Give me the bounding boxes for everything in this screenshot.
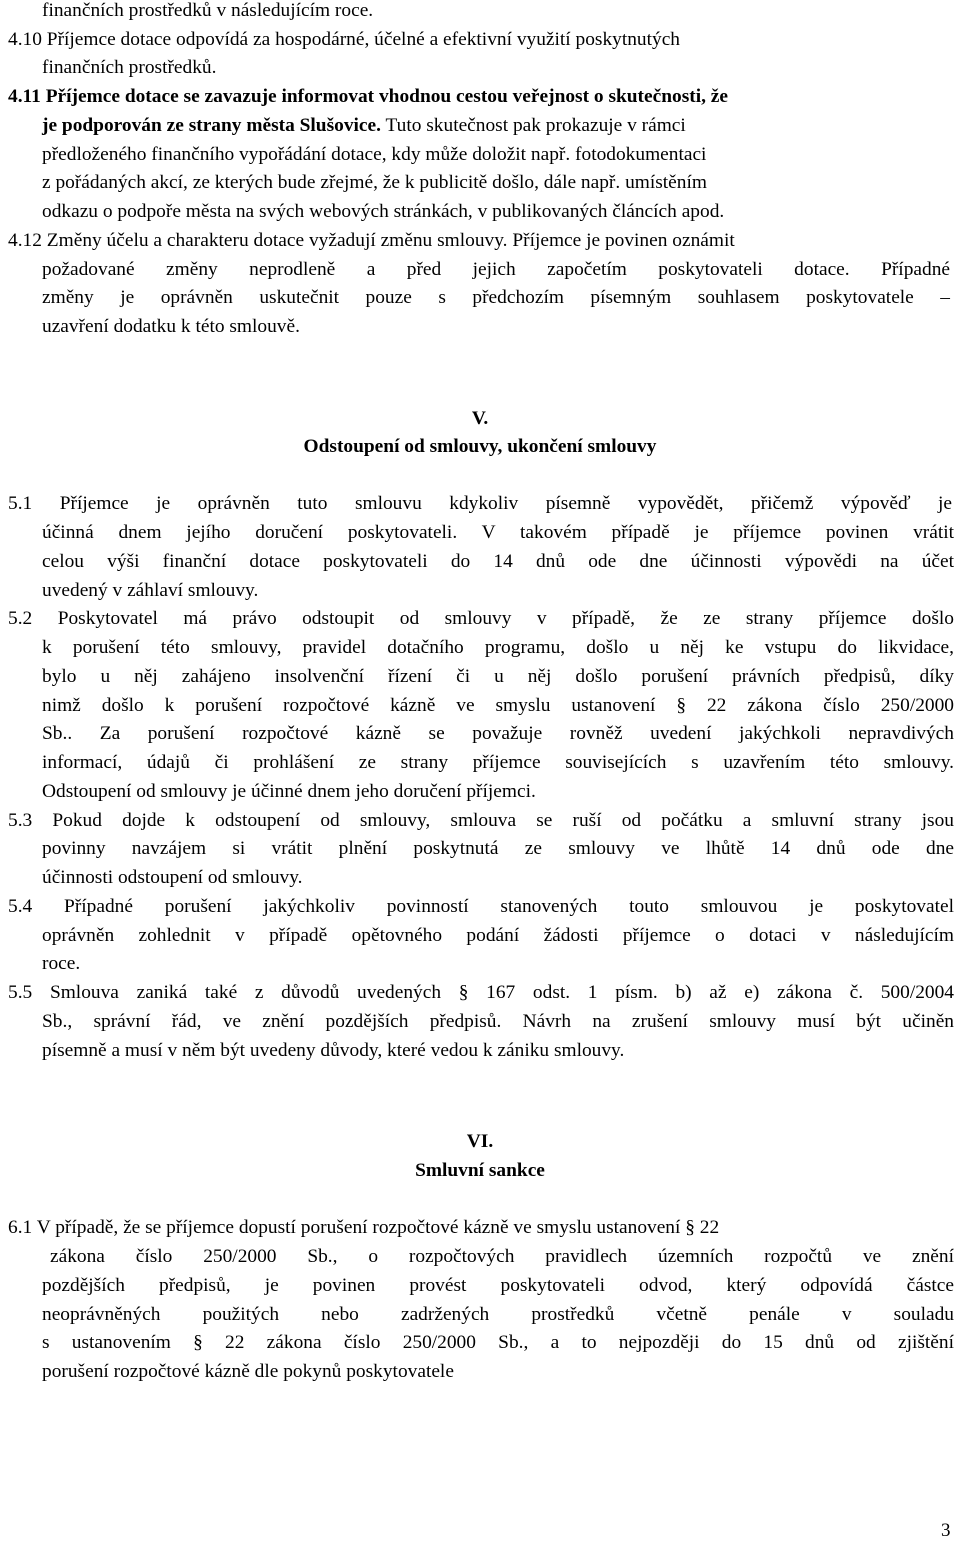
text-line: 5.4 Případné porušení jakýchkoliv povinností stanovených touto smlouvou je poskytovatel: [8, 896, 954, 917]
text-line: 6.1 V případě, že se příjemce dopustí porušení rozpočtové kázně ve smyslu ustanovení § 22: [8, 1217, 720, 1238]
text-line: písemně a musí v něm být uvedeny důvody, které vedou k zániku smlouvy.: [42, 1040, 625, 1061]
text-line: odkazu o podpoře města na svých webových stránkách, v publikovaných článcích apod.: [42, 201, 725, 222]
text-line: 4.12 Změny účelu a charakteru dotace vyžadují změnu smlouvy. Příjemce je povinen oznámit: [8, 230, 735, 251]
text-line: 5.1 Příjemce je oprávněn tuto smlouvu kdykoliv písemně vypovědět, přičemž výpověď je: [8, 493, 952, 514]
text-line: z pořádaných akcí, ze kterých bude zřejmé, že k publicitě došlo, dále např. umístěním: [42, 172, 707, 193]
page-number: 3: [941, 1520, 951, 1541]
text-line: Odstoupení od smlouvy je účinné dnem jeho doručení příjemci.: [42, 781, 536, 802]
text-line: bylo u něj zahájeno insolvenční řízení či u něj došlo porušení právních předpisů, díky: [42, 666, 954, 687]
text-line: porušení rozpočtové kázně dle pokynů poskytovatele: [42, 1361, 454, 1382]
text-line: oprávněn zohlednit v případě opětovného podání žádosti příjemce o dotaci v následujícím: [42, 925, 954, 946]
text-line: celou výši finanční dotace poskytovateli do 14 dnů ode dne účinnosti výpovědi na účet: [42, 551, 954, 572]
text-line: 5.2 Poskytovatel má právo odstoupit od smlouvy v případě, že ze strany příjemce došlo: [8, 608, 954, 629]
text-line: účinná dnem jejího doručení poskytovateli. V takovém případě je příjemce povinen vrátit: [42, 522, 954, 543]
bold-span: je podporován ze strany města Slušovice.: [42, 115, 381, 136]
normal-span: Tuto skutečnost pak prokazuje v rámci: [380, 115, 686, 136]
section-title: Smluvní sankce: [415, 1160, 545, 1181]
text-line: předloženého finančního vypořádání dotace, kdy může doložit např. fotodokumentaci: [42, 144, 707, 165]
text-line: informací, údajů či prohlášení ze strany příjemce souvisejících s uzavřením této smlouvy.: [42, 752, 954, 773]
text-line: 5.5 Smlouva zaniká také z důvodů uvedených § 167 odst. 1 písm. b) až e) zákona č. 500/2004: [8, 982, 954, 1003]
text-line: požadované změny neprodleně a před jejich započetím poskytovateli dotace. Případné: [42, 259, 950, 280]
text-line: Sb., správní řád, ve znění pozdějších předpisů. Návrh na zrušení smlouvy musí být učiněn: [42, 1011, 954, 1032]
text-line: roce.: [42, 953, 81, 974]
text-line: pozdějších předpisů, je povinen provést poskytovateli odvod, který odpovídá částce: [42, 1275, 954, 1296]
text-line-bold: 4.11 Příjemce dotace se zavazuje informovat vhodnou cestou veřejnost o skutečnosti, že: [8, 86, 729, 107]
text-line: neoprávněných použitých nebo zadržených prostředků včetně penále v souladu: [42, 1304, 954, 1325]
text-line: zákona číslo 250/2000 Sb., o rozpočtových pravidlech územních rozpočtů ve znění: [50, 1246, 954, 1267]
text-line: [42, 111, 686, 140]
section-number: V.: [471, 408, 489, 429]
text-line: uvedený v záhlaví smlouvy.: [42, 580, 259, 601]
text-line: finančních prostředků.: [42, 57, 217, 78]
text-line: změny je oprávněn uskutečnit pouze s předchozím písemným souhlasem poskytovatele –: [42, 287, 950, 308]
text-line: s ustanovením § 22 zákona číslo 250/2000 Sb., a to nejpozději do 15 dnů od zjištění: [42, 1332, 954, 1353]
text-line: uzavření dodatku k této smlouvě.: [42, 316, 300, 337]
text-line: povinny navzájem si vrátit plnění poskytnutá ze smlouvy ve lhůtě 14 dnů ode dne: [42, 838, 954, 859]
text-line: nimž došlo k porušení rozpočtové kázně ve smyslu ustanovení § 22 zákona číslo 250/2000: [42, 695, 954, 716]
text-line: finančních prostředků v následujícím roce.: [42, 0, 374, 21]
section-number: VI.: [466, 1131, 494, 1152]
text-line: účinnosti odstoupení od smlouvy.: [42, 867, 303, 888]
text-line: 4.10 Příjemce dotace odpovídá za hospodárné, účelné a efektivní využití poskytnutých: [8, 29, 681, 50]
text-line: k porušení této smlouvy, pravidel dotačního programu, došlo u něj ke vstupu do likvidace,: [42, 637, 954, 658]
section-title: Odstoupení od smlouvy, ukončení smlouvy: [303, 436, 657, 457]
text-line: 5.3 Pokud dojde k odstoupení od smlouvy, smlouva se ruší od počátku a smluvní strany jsou: [8, 810, 954, 831]
text-line: Sb.. Za porušení rozpočtové kázně se považuje rovněž uvedení jakýchkoli nepravdivých: [42, 723, 954, 744]
